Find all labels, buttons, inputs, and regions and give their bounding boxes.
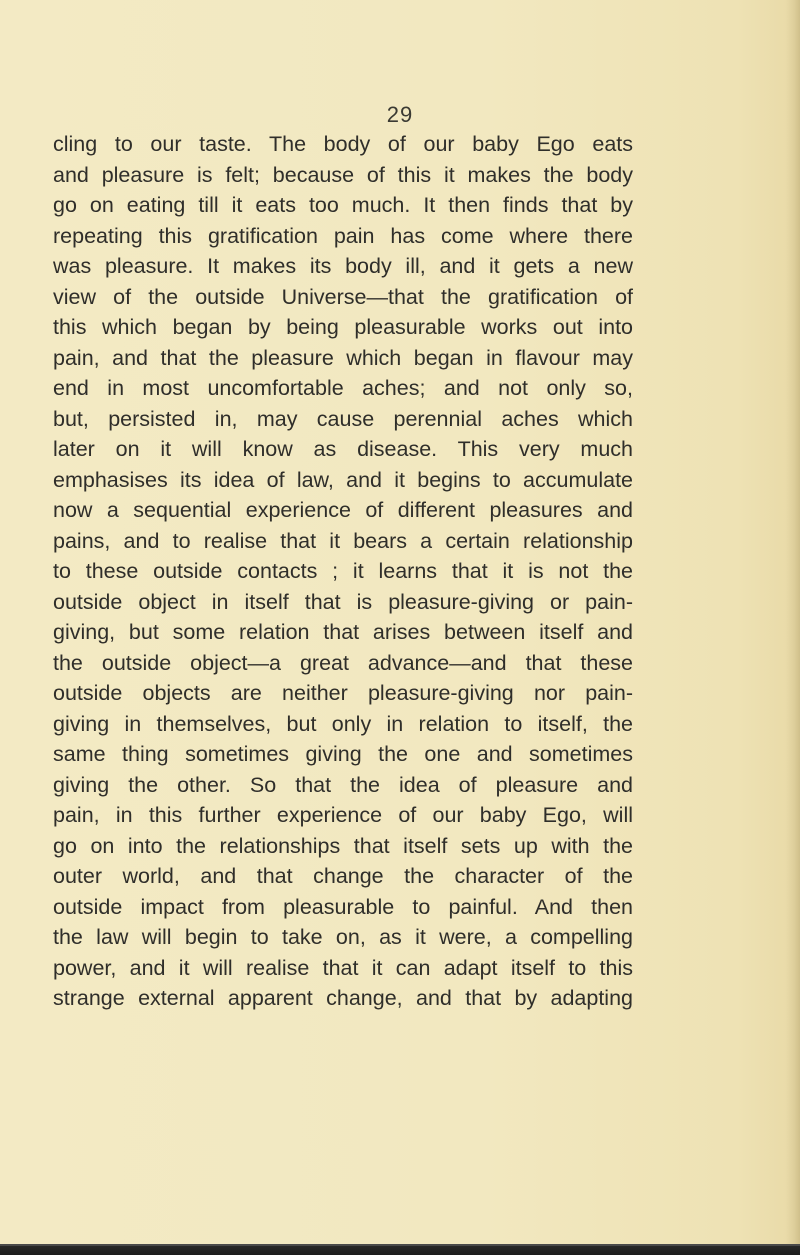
text-line: giving the other. So that the idea of pleasure and (53, 772, 633, 797)
text-line: and pleasure is felt; because of this it makes the body (53, 162, 633, 187)
bottom-dark-band (0, 1244, 800, 1255)
text-line: emphasises its idea of law, and it begins to accumulate (53, 467, 633, 492)
text-line: outside impact from pleasurable to painful. And then (53, 894, 633, 919)
text-line: pain, in this further experience of our baby Ego, will (53, 803, 633, 827)
text-line: pain, and that the pleasure which began in flavour may (53, 345, 633, 370)
text-line: go on eating till it eats too much. It then finds that by (53, 193, 633, 217)
text-line: this which began by being pleasurable works out into (53, 315, 633, 339)
text-line: same thing sometimes giving the one and sometimes (53, 742, 633, 766)
text-line: view of the outside Universe—that the gratification of (53, 284, 633, 309)
text-line: giving, but some relation that arises between itself and (53, 620, 633, 644)
page-edge-shadow (786, 0, 800, 1255)
text-line: later on it will know as disease. This very much (53, 437, 633, 461)
text-line: the law will begin to take on, as it were, a compelling (53, 925, 633, 949)
text-line: but, persisted in, may cause perennial aches which (53, 406, 633, 431)
text-line: outside objects are neither pleasure-giving nor pain- (53, 681, 633, 705)
text-line: repeating this gratification pain has come where there (53, 223, 633, 248)
text-line: the outside object—a great advance—and that these (53, 650, 633, 675)
text-line: was pleasure. It makes its body ill, and it gets a new (53, 254, 633, 278)
text-line: outer world, and that change the character of the (53, 864, 633, 888)
text-line: outside object in itself that is pleasure-giving or pain- (53, 589, 633, 614)
text-line: pains, and to realise that it bears a certain relationship (53, 528, 633, 553)
text-line: giving in themselves, but only in relation to itself, the (53, 711, 633, 736)
text-line: strange external apparent change, and that by adapting (53, 986, 633, 1010)
text-line: now a sequential experience of different pleasures and (53, 498, 633, 522)
text-line: to these outside contacts ; it learns that it is not the (53, 559, 633, 583)
page-number: 29 (386, 102, 414, 127)
text-line: end in most uncomfortable aches; and not only so, (53, 376, 633, 400)
text-line: go on into the relationships that itself sets up with the (53, 833, 633, 858)
text-line: cling to our taste. The body of our baby Ego eats (53, 132, 633, 156)
text-line: power, and it will realise that it can adapt itself to this (53, 955, 633, 980)
body-paragraph (53, 129, 633, 1014)
